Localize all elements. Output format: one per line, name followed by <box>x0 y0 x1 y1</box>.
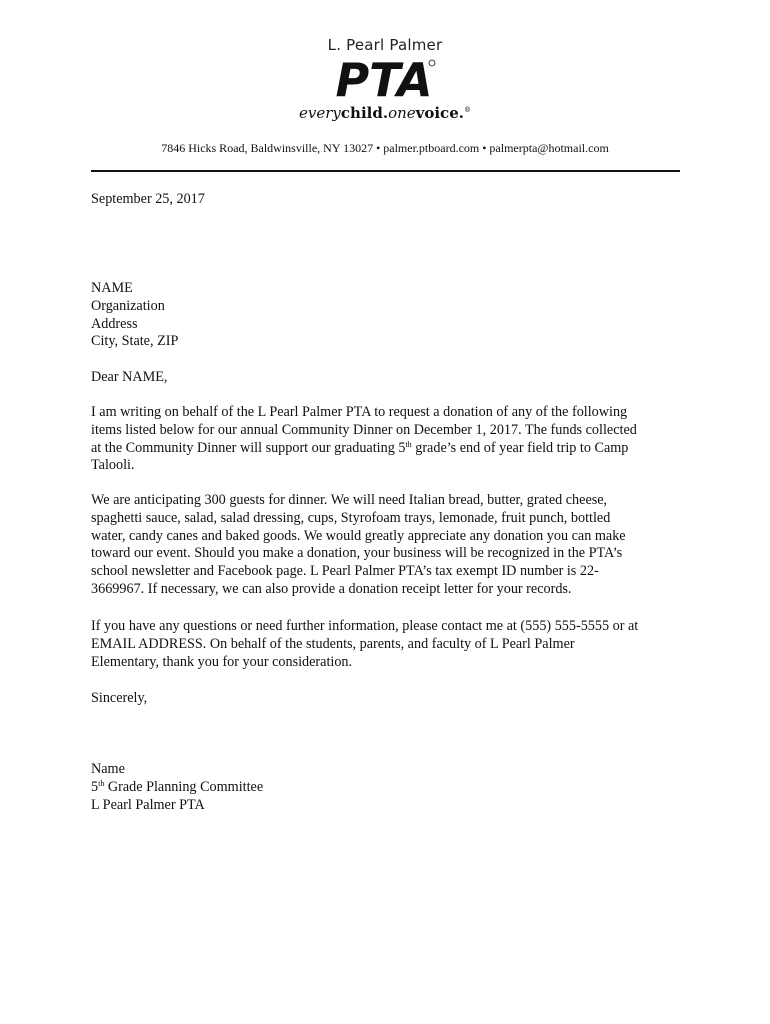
paragraph-line: Elementary, thank you for your consideration. <box>91 653 353 670</box>
paragraph-needs <box>91 492 691 599</box>
committee-name: Grade Planning Committee <box>104 778 264 795</box>
ordinal-suffix: th <box>405 439 412 449</box>
ordinal-suffix: th <box>98 778 105 788</box>
recipient-address: Address <box>91 315 138 332</box>
letterhead-address: 7846 Hicks Road, Baldwinsville, NY 13027 • palmer.ptboard.com • palmerpta@hotmail.com <box>161 141 609 155</box>
tagline-one: one <box>388 104 416 122</box>
paragraph-contact <box>91 618 691 671</box>
paragraph-line: We are anticipating 300 guests for dinner. We will need Italian bread, butter, grated cheese, <box>91 492 608 508</box>
paragraph-line <box>91 440 691 458</box>
letterhead-divider <box>91 170 680 172</box>
paragraph-line: spaghetti sauce, salad, salad dressing, cups, Styrofoam trays, lemonade, fruit punch, bottled <box>91 509 611 526</box>
pta-logo <box>326 56 446 102</box>
tagline-child: child. <box>340 104 389 122</box>
letter-date: September 25, 2017 <box>91 191 205 207</box>
tagline-every: every <box>299 104 341 122</box>
closing: Sincerely, <box>91 690 148 706</box>
letterhead-tagline <box>0 104 770 122</box>
recipient-block <box>91 280 691 351</box>
paragraph-line: 3669967. If necessary, we can also provide a donation receipt letter for your records. <box>91 580 572 597</box>
paragraph-request <box>91 404 691 475</box>
recipient-city-state-zip: City, State, ZIP <box>91 333 179 350</box>
paragraph-line: toward our event. Should you make a donation, your business will be recognized in the PTA’s <box>91 545 623 562</box>
tagline-registered-mark: ® <box>463 106 471 114</box>
paragraph-line: items listed below for our annual Community Dinner on December 1, 2017. The funds collected <box>91 421 637 438</box>
salutation: Dear NAME, <box>91 369 168 385</box>
tagline-voice: voice. <box>415 104 464 122</box>
signature-org: L Pearl Palmer PTA <box>91 796 205 813</box>
paragraph-line: school newsletter and Facebook page. L Pearl Palmer PTA’s tax exempt ID number is 22- <box>91 563 599 580</box>
paragraph-line: water, candy canes and baked goods. We would greatly appreciate any donation you can make <box>91 527 626 544</box>
letterhead-org-name: L. Pearl Palmer <box>327 36 443 54</box>
pta-logo-text: PTA <box>335 56 433 102</box>
paragraph-line: I am writing on behalf of the L Pearl Palmer PTA to request a donation of any of the following <box>91 404 628 420</box>
paragraph-text: grade’s end of year field trip to Camp <box>411 439 629 456</box>
recipient-organization: Organization <box>91 297 165 314</box>
pta-logo-graphic <box>326 56 446 102</box>
signature-name: Name <box>91 761 125 777</box>
signature-committee <box>91 779 691 797</box>
paragraph-line: Talooli. <box>91 457 135 474</box>
signature-block <box>91 761 691 814</box>
paragraph-text: at the Community Dinner will support our graduating 5 <box>91 439 406 456</box>
paragraph-line: If you have any questions or need further information, please contact me at (555) 555-5555 or at <box>91 618 639 634</box>
paragraph-line: EMAIL ADDRESS. On behalf of the students, parents, and faculty of L Pearl Palmer <box>91 635 575 652</box>
recipient-name: NAME <box>91 280 133 296</box>
committee-grade: 5 <box>91 778 99 795</box>
